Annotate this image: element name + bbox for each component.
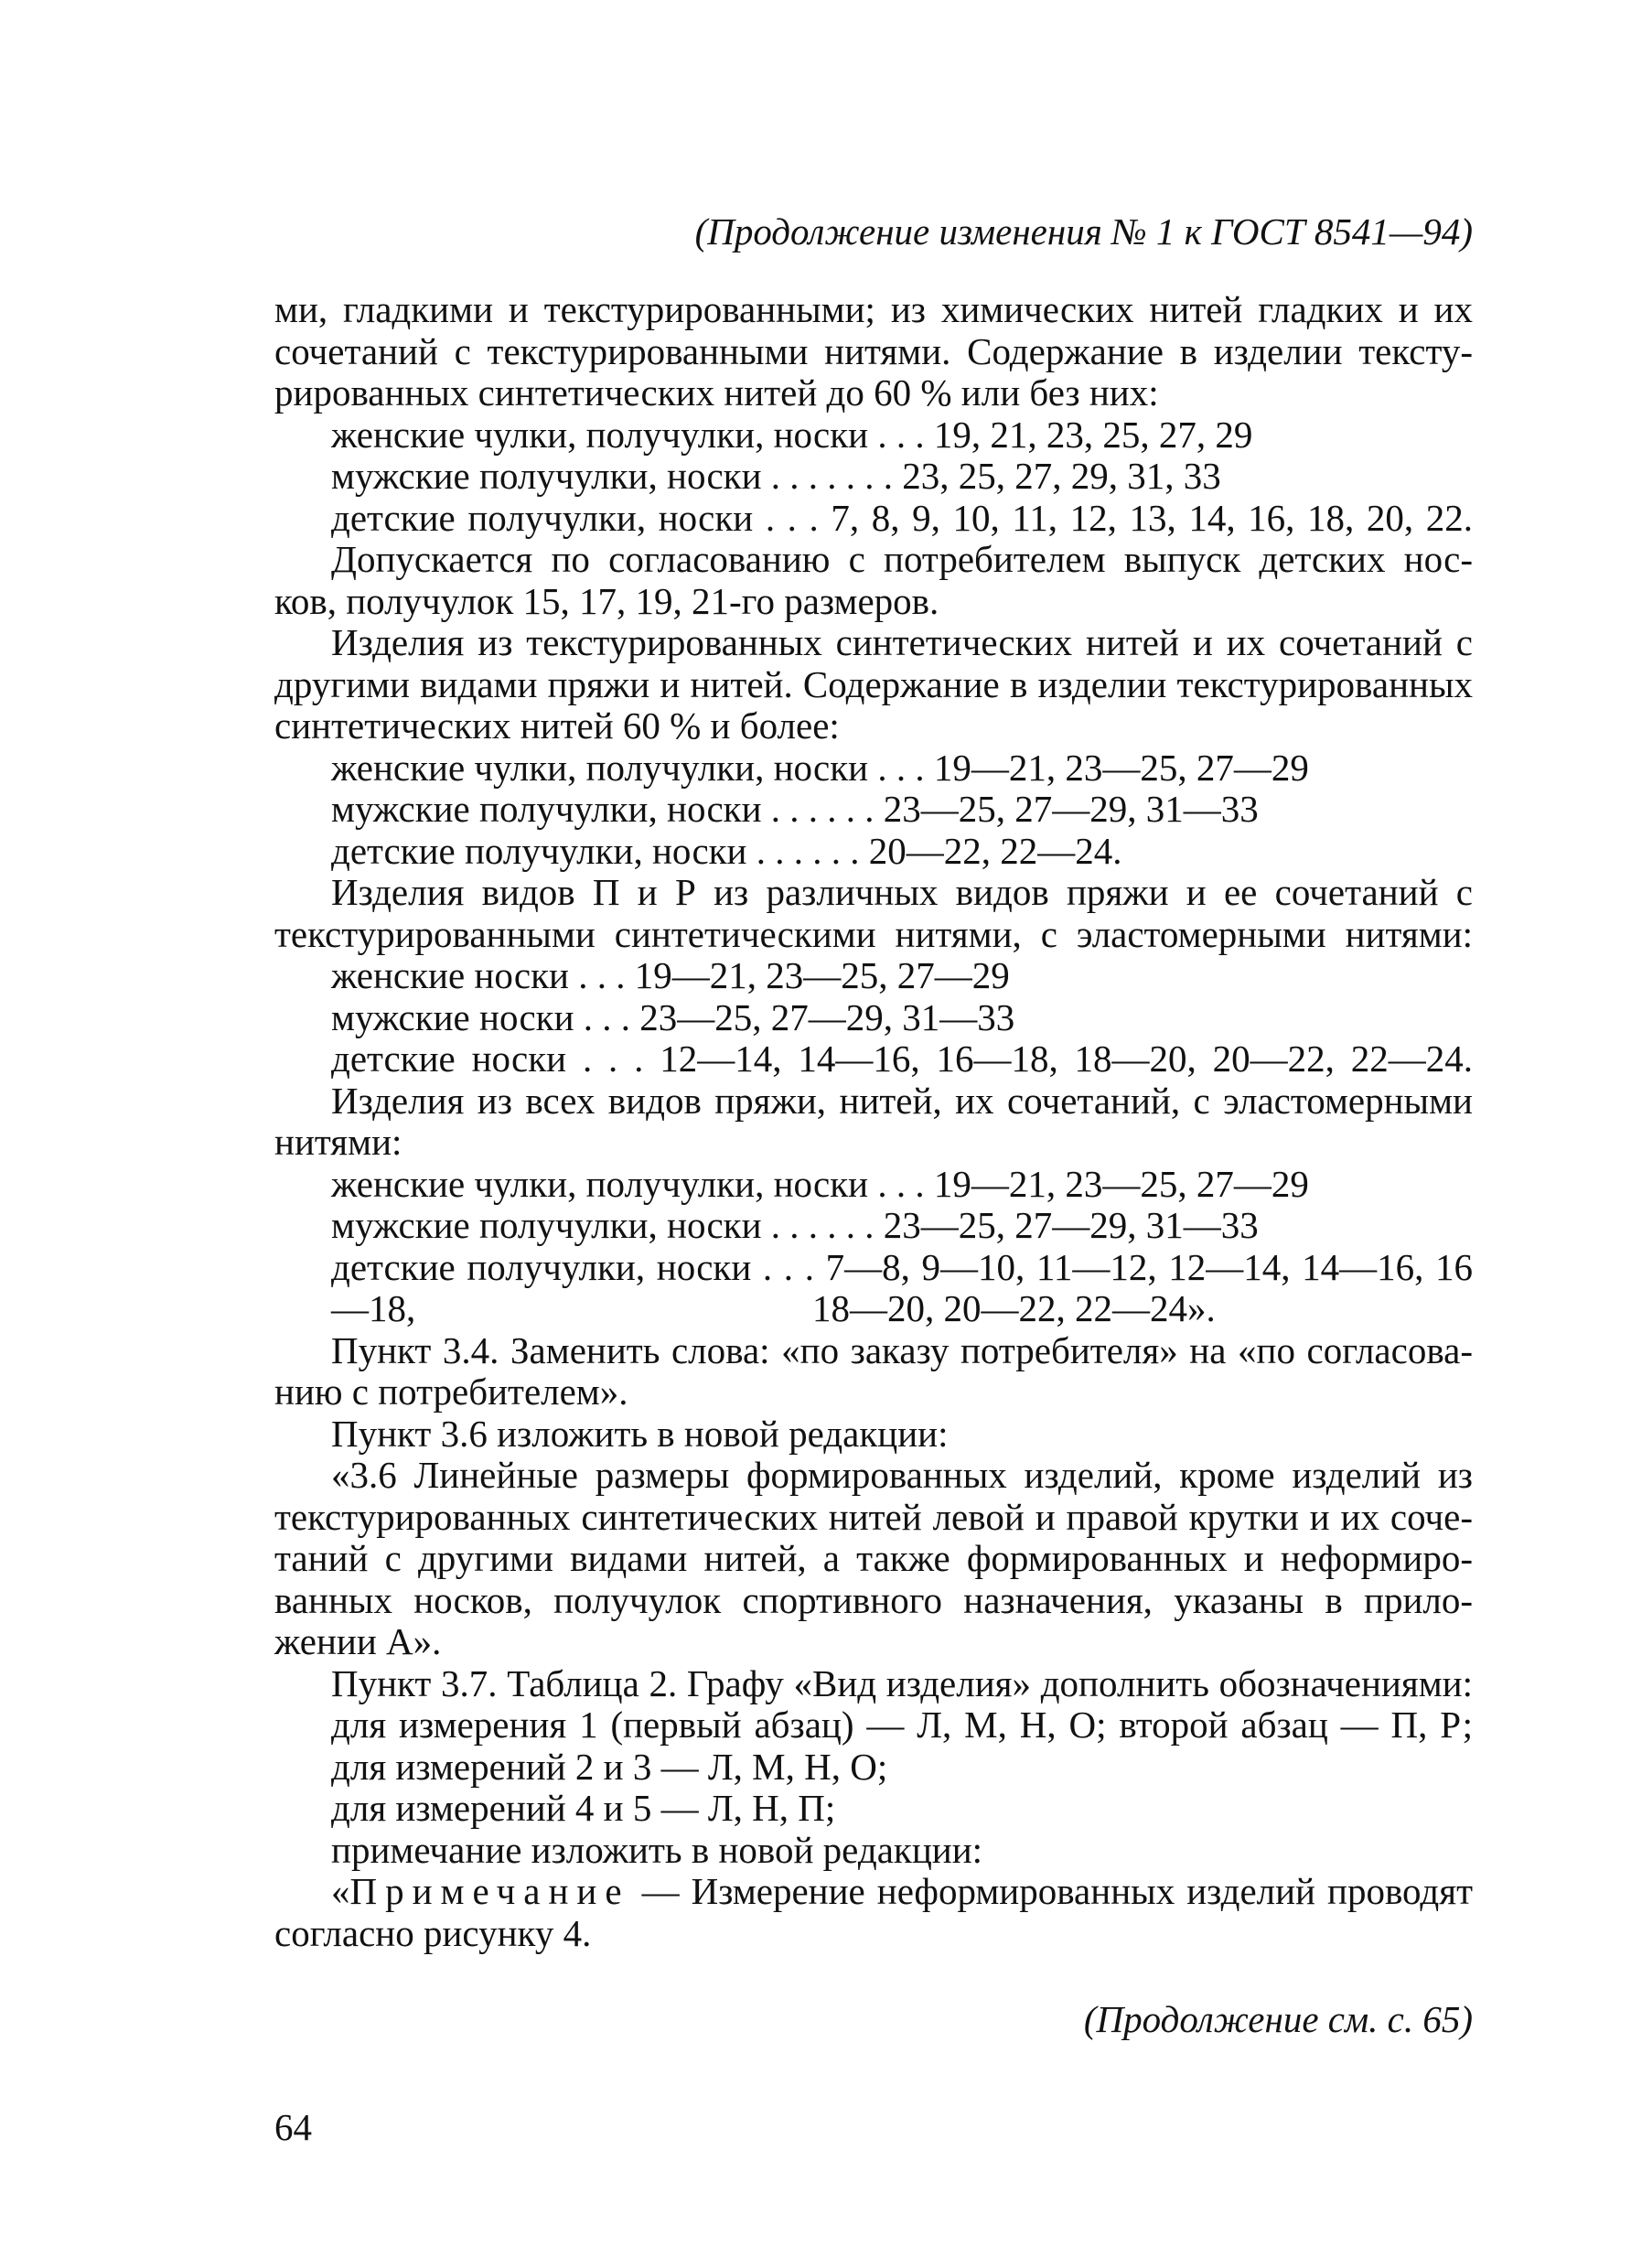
text-line: 18—20, 20—22, 22—24». [812, 1287, 1216, 1329]
text-lines [274, 289, 1473, 1871]
text-line: ванных носков, получулок спортивного назначения, указаны в прило- [274, 1578, 1473, 1621]
text-line: текстурированных синтетических нитей левой и правой крутки и их соче- [274, 1495, 1473, 1538]
text-line: «3.6 Линейные размеры формированных изделий, кроме изделий из [331, 1454, 1473, 1496]
text-line: примечание изложить в новой редакции: [331, 1828, 983, 1871]
text-line: мужские получулки, носки . . . . . . 23—25, 27—29, 31—33 [331, 788, 1259, 830]
text-line: детские носки . . . 12—14, 14—16, 16—18, 18—20, 20—22, 22—24. [331, 1037, 1473, 1080]
page-number: 64 [274, 2106, 312, 2148]
text-line: Пункт 3.7. Таблица 2. Графу «Вид изделия» дополнить обозначениями: [331, 1661, 1473, 1704]
text-line: другими видами пряжи и нитей. Содержание в изделии текстурированных [274, 662, 1473, 705]
text-line: нию с потребителем». [274, 1370, 628, 1413]
document-body [274, 289, 1473, 1954]
note-line-2: согласно рисунку 4. [274, 1911, 592, 1954]
text-line: ков, получулок 15, 17, 19, 21-го размеров. [274, 579, 939, 622]
text-line: мужские получулки, носки . . . . . . 23—25, 27—29, 31—33 [331, 1204, 1259, 1246]
text-line: для измерения 1 (первый абзац) — Л, М, Н, О; второй абзац — П, Р; [331, 1704, 1473, 1746]
text-line: женские чулки, получулки, носки . . . 19, 21, 23, 25, 27, 29 [331, 413, 1253, 456]
note-open-quote: « [331, 1870, 350, 1912]
text-line: детские получулки, носки . . . 7, 8, 9, 10, 11, 12, 13, 14, 16, 18, 20, 22. [331, 496, 1473, 539]
continuation-footer: (Продолжение см. с. 65) [1083, 1998, 1473, 2040]
text-line: синтетических нитей 60 % и более: [274, 704, 840, 747]
text-line: мужские получулки, носки . . . . . . . 23, 25, 27, 29, 31, 33 [331, 455, 1221, 497]
text-line: для измерений 2 и 3 — Л, М, Н, О; [331, 1745, 888, 1788]
text-line: женские носки . . . 19—21, 23—25, 27—29 [331, 954, 1010, 996]
text-line: таний с другими видами нитей, а также формированных и неформиро- [274, 1537, 1473, 1579]
text-line: сочетаний с текстурированными нитями. Содержание в изделии тексту- [274, 329, 1473, 372]
text-line: детские получулки, носки . . . . . . 20—22, 22—24. [331, 829, 1122, 872]
text-line: Пункт 3.4. Заменить слова: «по заказу потребителя» на «по согласова- [331, 1328, 1473, 1371]
text-line: ми, гладкими и текстурированными; из химических нитей гладких и их [274, 288, 1473, 330]
note-line [274, 1871, 1473, 1913]
text-line: для измерений 4 и 5 — Л, Н, П; [331, 1787, 836, 1829]
text-line: женские чулки, получулки, носки . . . 19—21, 23—25, 27—29 [331, 746, 1309, 789]
text-line: жении А». [274, 1620, 442, 1662]
running-header: (Продолжение изменения № 1 к ГОСТ 8541—94) [694, 210, 1473, 253]
text-line: текстурированными синтетическими нитями, с эластомерными нитями: [274, 912, 1473, 955]
note-text: — Измерение неформированных изделий проводят [629, 1870, 1473, 1912]
text-line: Допускается по согласованию с потребителем выпуск детских нос- [331, 538, 1473, 580]
text-line: нитями: [274, 1121, 402, 1163]
text-line: рированных синтетических нитей до 60 % или без них: [274, 371, 1159, 414]
text-line: Изделия из всех видов пряжи, нитей, их сочетаний, с эластомерными [331, 1079, 1473, 1122]
text-line: Изделия из текстурированных синтетических нитей и их сочетаний с [331, 621, 1473, 663]
note-label: Примечание [349, 1870, 630, 1912]
text-line: Изделия видов П и Р из различных видов пряжи и ее сочетаний с [331, 871, 1473, 913]
text-line: мужские носки . . . 23—25, 27—29, 31—33 [331, 995, 1015, 1038]
text-line: Пункт 3.6 изложить в новой редакции: [331, 1412, 949, 1455]
text-line: женские чулки, получулки, носки . . . 19—21, 23—25, 27—29 [331, 1162, 1309, 1205]
text-line: детские получулки, носки . . . 7—8, 9—10, 11—12, 12—14, 14—16, 16—18, [331, 1245, 1473, 1329]
